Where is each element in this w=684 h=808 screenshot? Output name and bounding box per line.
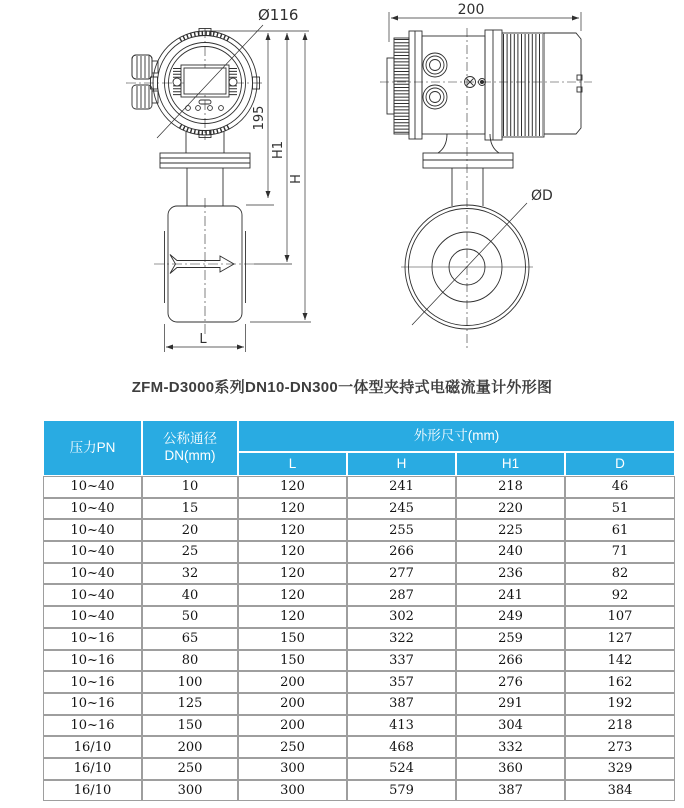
- outline-drawing: [0, 0, 684, 375]
- table-row: [43, 584, 675, 606]
- table-cell: 15: [142, 498, 238, 520]
- table-cell: 120: [238, 584, 347, 606]
- figure-caption: ZFM-D3000系列DN10-DN300一体型夹持式电磁流量计外形图: [131, 379, 553, 396]
- table-cell: 107: [565, 606, 675, 628]
- dim-195-label: 195: [252, 105, 267, 131]
- dim-d-label: ØD: [531, 188, 553, 204]
- table-cell: 524: [347, 758, 456, 780]
- col-header-dims-group: 外形尺寸(mm): [238, 420, 675, 452]
- table-cell: 127: [565, 628, 675, 650]
- table-cell: 32: [142, 563, 238, 585]
- table-cell: 387: [456, 780, 565, 802]
- table-cell: 120: [238, 476, 347, 498]
- table-cell: 302: [347, 606, 456, 628]
- dim-200-label: 200: [457, 2, 485, 18]
- table-cell: 80: [142, 650, 238, 672]
- table-cell: 287: [347, 584, 456, 606]
- table-cell: 250: [142, 758, 238, 780]
- table-cell: 120: [238, 606, 347, 628]
- neck-and-flange: [160, 132, 250, 206]
- table-row: [43, 541, 675, 563]
- cable-glands: [132, 55, 158, 109]
- table-cell: 40: [142, 584, 238, 606]
- table-cell: 50: [142, 606, 238, 628]
- table-cell: 10~16: [43, 650, 142, 672]
- table-cell: 273: [565, 736, 675, 758]
- table-cell: 249: [456, 606, 565, 628]
- table-cell: 51: [565, 498, 675, 520]
- table-row: [43, 736, 675, 758]
- table-cell: 10~16: [43, 628, 142, 650]
- table-row: [43, 650, 675, 672]
- table-cell: 92: [565, 584, 675, 606]
- table-cell: 304: [456, 715, 565, 737]
- table-cell: 200: [142, 736, 238, 758]
- table-cell: 10~40: [43, 519, 142, 541]
- table-cell: 259: [456, 628, 565, 650]
- col-header-dn: [142, 420, 238, 476]
- table-cell: 16/10: [43, 758, 142, 780]
- table-cell: 192: [565, 693, 675, 715]
- col-header-pressure: 压力PN: [43, 420, 142, 476]
- table-cell: 200: [238, 693, 347, 715]
- table-cell: 10~40: [43, 563, 142, 585]
- table-cell: 277: [347, 563, 456, 585]
- table-cell: 10~40: [43, 476, 142, 498]
- table-row: [43, 671, 675, 693]
- table-cell: 10~40: [43, 606, 142, 628]
- front-diameter-label: Ø116: [258, 6, 299, 24]
- table-cell: 100: [142, 671, 238, 693]
- table-cell: 332: [456, 736, 565, 758]
- table-cell: 10~16: [43, 715, 142, 737]
- table-cell: 10: [142, 476, 238, 498]
- table-row: [43, 519, 675, 541]
- table-cell: 218: [456, 476, 565, 498]
- front-view: [126, 6, 311, 352]
- table-row: [43, 693, 675, 715]
- table-cell: 218: [565, 715, 675, 737]
- table-cell: 579: [347, 780, 456, 802]
- dim-l-label: L: [199, 332, 207, 347]
- table-cell: 276: [456, 671, 565, 693]
- table-row: [43, 758, 675, 780]
- table-cell: 46: [565, 476, 675, 498]
- table-cell: 337: [347, 650, 456, 672]
- dim-h1-label: H1: [271, 140, 286, 160]
- table-cell: 150: [238, 628, 347, 650]
- table-cell: 120: [238, 519, 347, 541]
- side-centerlines: [380, 28, 592, 348]
- table-cell: 65: [142, 628, 238, 650]
- table-cell: 10~40: [43, 584, 142, 606]
- col-header-d: D: [565, 452, 675, 476]
- col-header-h1: H1: [456, 452, 565, 476]
- table-cell: 225: [456, 519, 565, 541]
- dim-h-label: H: [289, 174, 304, 184]
- table-cell: 240: [456, 541, 565, 563]
- table-cell: 266: [456, 650, 565, 672]
- table-cell: 16/10: [43, 736, 142, 758]
- table-cell: 300: [238, 758, 347, 780]
- table-cell: 236: [456, 563, 565, 585]
- table-row: [43, 715, 675, 737]
- table-cell: 255: [347, 519, 456, 541]
- table-cell: 250: [238, 736, 347, 758]
- table-body: [43, 476, 675, 801]
- table-row: [43, 476, 675, 498]
- table-cell: 200: [238, 671, 347, 693]
- table-cell: 300: [238, 780, 347, 802]
- table-cell: 120: [238, 498, 347, 520]
- table-row: [43, 498, 675, 520]
- table-cell: 16/10: [43, 780, 142, 802]
- table-row: [43, 780, 675, 802]
- table-cell: 266: [347, 541, 456, 563]
- table-cell: 10~16: [43, 671, 142, 693]
- table-cell: 71: [565, 541, 675, 563]
- table-cell: 162: [565, 671, 675, 693]
- table-cell: 300: [142, 780, 238, 802]
- table-cell: 82: [565, 563, 675, 585]
- table-cell: 322: [347, 628, 456, 650]
- table-cell: 329: [565, 758, 675, 780]
- table-row: [43, 628, 675, 650]
- table-cell: 241: [347, 476, 456, 498]
- dimension-table: [43, 420, 675, 801]
- col-header-dn-line1: 公称通径: [163, 431, 217, 447]
- table-cell: 220: [456, 498, 565, 520]
- col-header-l: L: [238, 452, 347, 476]
- table-cell: 413: [347, 715, 456, 737]
- table-cell: 357: [347, 671, 456, 693]
- side-housing: [387, 30, 582, 140]
- table-cell: 61: [565, 519, 675, 541]
- table-cell: 384: [565, 780, 675, 802]
- col-header-dn-line2: DN(mm): [164, 448, 216, 463]
- table-cell: 150: [238, 650, 347, 672]
- table-cell: 142: [565, 650, 675, 672]
- table-cell: 120: [238, 563, 347, 585]
- table-cell: 291: [456, 693, 565, 715]
- display-panel: [173, 65, 237, 110]
- table-cell: 468: [347, 736, 456, 758]
- table-row: [43, 563, 675, 585]
- table-cell: 360: [456, 758, 565, 780]
- table-row: [43, 606, 675, 628]
- table-cell: 245: [347, 498, 456, 520]
- table-cell: 241: [456, 584, 565, 606]
- flowmeter-outline-svg: [0, 0, 684, 375]
- table-cell: 120: [238, 541, 347, 563]
- col-header-h: H: [347, 452, 456, 476]
- header-row-top: [43, 420, 675, 452]
- table-cell: 20: [142, 519, 238, 541]
- table-cell: 25: [142, 541, 238, 563]
- side-view: [380, 2, 592, 348]
- table-cell: 150: [142, 715, 238, 737]
- table-cell: 125: [142, 693, 238, 715]
- table-cell: 387: [347, 693, 456, 715]
- table-cell: 10~40: [43, 541, 142, 563]
- table-header: [43, 420, 675, 476]
- side-neck-flange: [423, 134, 513, 206]
- table-cell: 10~16: [43, 693, 142, 715]
- table-cell: 10~40: [43, 498, 142, 520]
- table-cell: 200: [238, 715, 347, 737]
